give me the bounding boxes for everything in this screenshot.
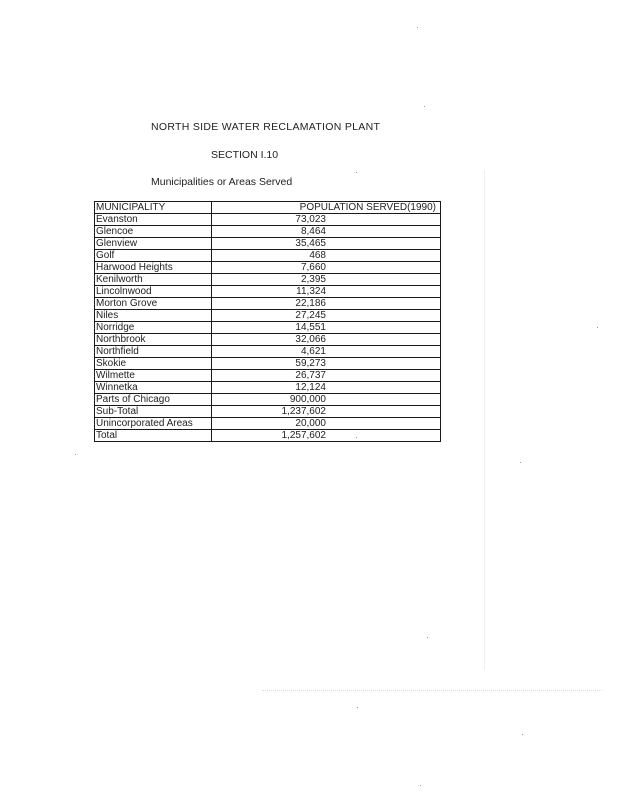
population-cell: 22,186 bbox=[212, 298, 441, 310]
municipality-cell: Kenilworth bbox=[95, 274, 212, 286]
scan-speck bbox=[417, 27, 418, 28]
table-row bbox=[95, 298, 441, 310]
population-cell: 2,395 bbox=[212, 274, 441, 286]
population-cell: 27,245 bbox=[212, 310, 441, 322]
table-row bbox=[95, 358, 441, 370]
population-cell: 12,124 bbox=[212, 382, 441, 394]
municipality-cell: Evanston bbox=[95, 214, 212, 226]
municipality-cell: Wilmette bbox=[95, 370, 212, 382]
municipality-cell: Northbrook bbox=[95, 334, 212, 346]
municipality-cell: Glencoe bbox=[95, 226, 212, 238]
municipality-cell: Harwood Heights bbox=[95, 262, 212, 274]
municipality-cell: Glenview bbox=[95, 238, 212, 250]
header-population: POPULATION SERVED(1990) bbox=[212, 202, 441, 214]
scan-speck bbox=[427, 637, 428, 638]
table-row bbox=[95, 334, 441, 346]
municipality-cell: Lincolnwood bbox=[95, 286, 212, 298]
scan-speck bbox=[424, 106, 425, 107]
scan-speck bbox=[356, 172, 357, 173]
population-cell: 14,551 bbox=[212, 322, 441, 334]
population-cell: 11,324 bbox=[212, 286, 441, 298]
population-cell: 8,464 bbox=[212, 226, 441, 238]
table-caption: Municipalities or Areas Served bbox=[151, 176, 293, 188]
scan-speck bbox=[597, 327, 598, 328]
population-cell: 59,273 bbox=[212, 358, 441, 370]
municipality-cell: Golf bbox=[95, 250, 212, 262]
table-row bbox=[95, 370, 441, 382]
table-row bbox=[95, 286, 441, 298]
table-row bbox=[95, 250, 441, 262]
header-municipality: MUNICIPALITY bbox=[95, 202, 212, 214]
population-cell: 7,660 bbox=[212, 262, 441, 274]
table-row bbox=[95, 214, 441, 226]
population-cell: 900,000 bbox=[212, 394, 441, 406]
municipality-cell: Total bbox=[95, 430, 212, 442]
population-cell: 4,621 bbox=[212, 346, 441, 358]
scan-speck bbox=[357, 707, 358, 708]
population-cell: 20,000 bbox=[212, 418, 441, 430]
population-cell: 35,465 bbox=[212, 238, 441, 250]
municipality-cell: Unincorporated Areas bbox=[95, 418, 212, 430]
table-row bbox=[95, 406, 441, 418]
municipality-cell: Niles bbox=[95, 310, 212, 322]
table-row bbox=[95, 430, 441, 442]
population-cell: 32,066 bbox=[212, 334, 441, 346]
municipality-cell: Northfield bbox=[95, 346, 212, 358]
table-header-row bbox=[95, 202, 441, 214]
municipality-cell: Norridge bbox=[95, 322, 212, 334]
scan-artifact-line bbox=[262, 690, 602, 691]
table-row bbox=[95, 274, 441, 286]
table-row bbox=[95, 238, 441, 250]
municipality-cell: Winnetka bbox=[95, 382, 212, 394]
population-cell: 1,257,602 bbox=[212, 430, 441, 442]
scan-speck bbox=[75, 454, 76, 455]
scan-speck bbox=[356, 437, 357, 438]
section-heading: SECTION I.10 bbox=[211, 149, 279, 161]
table-row bbox=[95, 418, 441, 430]
population-cell: 1,237,602 bbox=[212, 406, 441, 418]
population-table bbox=[94, 201, 441, 442]
scan-speck bbox=[520, 462, 521, 463]
municipality-cell: Sub-Total bbox=[95, 406, 212, 418]
scan-edge-shadow bbox=[484, 170, 485, 670]
municipality-cell: Skokie bbox=[95, 358, 212, 370]
table-row bbox=[95, 310, 441, 322]
population-cell: 26,737 bbox=[212, 370, 441, 382]
table-row bbox=[95, 382, 441, 394]
table-row bbox=[95, 262, 441, 274]
document-title: NORTH SIDE WATER RECLAMATION PLANT bbox=[151, 121, 381, 133]
table-row bbox=[95, 226, 441, 238]
table-row bbox=[95, 322, 441, 334]
population-cell: 468 bbox=[212, 250, 441, 262]
table-body bbox=[95, 214, 441, 442]
population-cell: 73,023 bbox=[212, 214, 441, 226]
municipality-cell: Parts of Chicago bbox=[95, 394, 212, 406]
municipality-cell: Morton Grove bbox=[95, 298, 212, 310]
table-row bbox=[95, 394, 441, 406]
scan-speck bbox=[522, 734, 523, 735]
scan-speck bbox=[420, 785, 421, 786]
table-row bbox=[95, 346, 441, 358]
